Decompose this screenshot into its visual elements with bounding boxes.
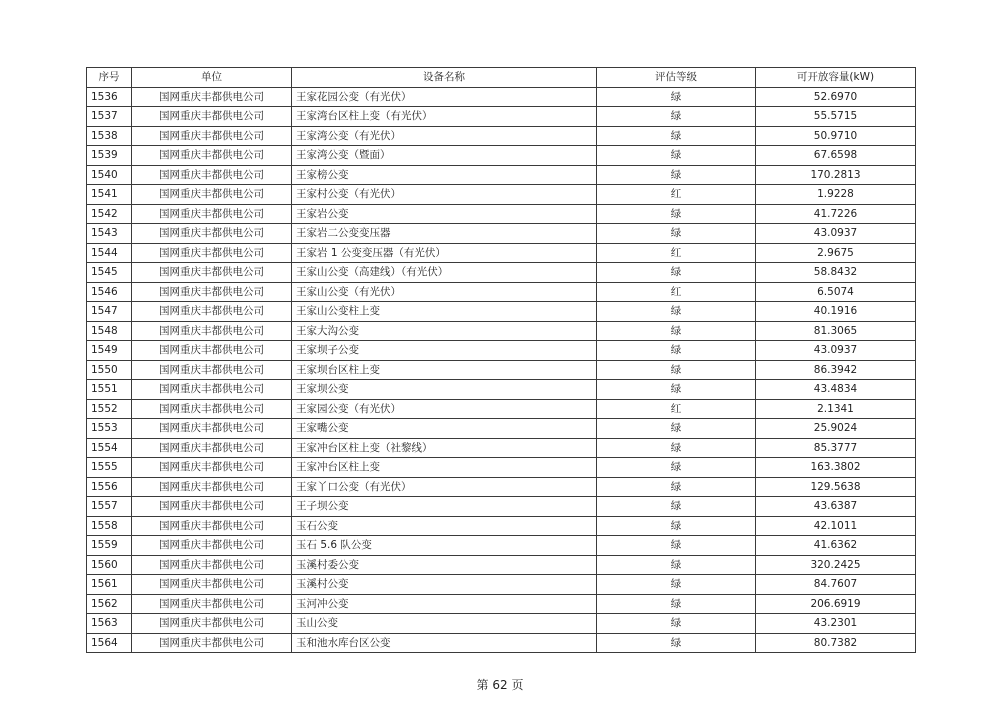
capacity-cell: 6.5074 [756, 282, 916, 302]
unit-cell: 国网重庆丰都供电公司 [132, 380, 292, 400]
table-row [87, 575, 916, 595]
grade-cell: 绿 [597, 126, 756, 146]
device-name-cell: 王家岩二公变变压器 [292, 224, 597, 244]
unit-cell: 国网重庆丰都供电公司 [132, 263, 292, 283]
grade-cell: 绿 [597, 107, 756, 127]
table-row [87, 341, 916, 361]
capacity-cell: 80.7382 [756, 633, 916, 653]
serial-no-cell: 1555 [87, 458, 132, 478]
unit-cell: 国网重庆丰都供电公司 [132, 107, 292, 127]
device-name-cell: 王家嘴公变 [292, 419, 597, 439]
capacity-cell: 67.6598 [756, 146, 916, 166]
capacity-cell: 2.9675 [756, 243, 916, 263]
capacity-cell: 41.6362 [756, 536, 916, 556]
capacity-cell: 50.9710 [756, 126, 916, 146]
serial-no-cell: 1562 [87, 594, 132, 614]
unit-cell: 国网重庆丰都供电公司 [132, 87, 292, 107]
page-number: 第 62 页 [476, 678, 524, 692]
capacity-table [86, 67, 916, 653]
unit-cell: 国网重庆丰都供电公司 [132, 633, 292, 653]
unit-cell: 国网重庆丰都供电公司 [132, 497, 292, 517]
grade-cell: 绿 [597, 536, 756, 556]
table-row [87, 419, 916, 439]
device-name-cell: 王家丫口公变（有光伏） [292, 477, 597, 497]
serial-no-cell: 1547 [87, 302, 132, 322]
device-name-cell: 王子坝公变 [292, 497, 597, 517]
serial-no-cell: 1548 [87, 321, 132, 341]
table-row [87, 263, 916, 283]
table-row [87, 87, 916, 107]
table-row [87, 555, 916, 575]
grade-cell: 绿 [597, 633, 756, 653]
unit-cell: 国网重庆丰都供电公司 [132, 302, 292, 322]
device-name-cell: 王家山公变（高建线）（有光伏） [292, 263, 597, 283]
capacity-cell: 320.2425 [756, 555, 916, 575]
table-row [87, 380, 916, 400]
serial-no-cell: 1558 [87, 516, 132, 536]
device-name-cell: 玉和池水库台区公变 [292, 633, 597, 653]
unit-cell: 国网重庆丰都供电公司 [132, 594, 292, 614]
table-row [87, 536, 916, 556]
serial-no-cell: 1544 [87, 243, 132, 263]
serial-no-cell: 1550 [87, 360, 132, 380]
grade-cell: 绿 [597, 341, 756, 361]
table-row [87, 224, 916, 244]
grade-cell: 绿 [597, 516, 756, 536]
grade-cell: 绿 [597, 555, 756, 575]
table-row [87, 302, 916, 322]
table-row [87, 107, 916, 127]
device-name-cell: 王家坝子公变 [292, 341, 597, 361]
capacity-cell: 55.5715 [756, 107, 916, 127]
device-name-cell: 王家花园公变（有光伏） [292, 87, 597, 107]
table-row [87, 399, 916, 419]
grade-cell: 绿 [597, 87, 756, 107]
device-name-cell: 王家坝台区柱上变 [292, 360, 597, 380]
device-name-cell: 王家冲台区柱上变 [292, 458, 597, 478]
unit-cell: 国网重庆丰都供电公司 [132, 360, 292, 380]
unit-cell: 国网重庆丰都供电公司 [132, 419, 292, 439]
unit-cell: 国网重庆丰都供电公司 [132, 282, 292, 302]
serial-no-cell: 1554 [87, 438, 132, 458]
serial-no-cell: 1545 [87, 263, 132, 283]
serial-no-cell: 1539 [87, 146, 132, 166]
device-name-cell: 王家榜公变 [292, 165, 597, 185]
capacity-cell: 129.5638 [756, 477, 916, 497]
grade-cell: 绿 [597, 458, 756, 478]
grade-cell: 绿 [597, 497, 756, 517]
table-header-row [87, 68, 916, 88]
device-name-cell: 王家冲台区柱上变（社黎线） [292, 438, 597, 458]
serial-no-cell: 1538 [87, 126, 132, 146]
grade-cell: 绿 [597, 224, 756, 244]
grade-cell: 绿 [597, 575, 756, 595]
capacity-cell: 43.6387 [756, 497, 916, 517]
capacity-cell: 81.3065 [756, 321, 916, 341]
device-name-cell: 玉溪村委公变 [292, 555, 597, 575]
table-row [87, 477, 916, 497]
device-name-cell: 王家村公变（有光伏） [292, 185, 597, 205]
capacity-cell: 40.1916 [756, 302, 916, 322]
device-name-cell: 王家山公变柱上变 [292, 302, 597, 322]
table-row [87, 321, 916, 341]
table-row [87, 614, 916, 634]
table-row [87, 438, 916, 458]
capacity-cell: 43.4834 [756, 380, 916, 400]
unit-cell: 国网重庆丰都供电公司 [132, 126, 292, 146]
unit-cell: 国网重庆丰都供电公司 [132, 399, 292, 419]
table-row [87, 282, 916, 302]
table-row [87, 633, 916, 653]
table-row [87, 243, 916, 263]
capacity-cell: 25.9024 [756, 419, 916, 439]
grade-cell: 绿 [597, 263, 756, 283]
grade-cell: 绿 [597, 614, 756, 634]
grade-cell: 绿 [597, 302, 756, 322]
serial-no-cell: 1542 [87, 204, 132, 224]
unit-cell: 国网重庆丰都供电公司 [132, 477, 292, 497]
device-name-cell: 王家坝公变 [292, 380, 597, 400]
unit-cell: 国网重庆丰都供电公司 [132, 516, 292, 536]
unit-cell: 国网重庆丰都供电公司 [132, 438, 292, 458]
unit-cell: 国网重庆丰都供电公司 [132, 185, 292, 205]
device-name-cell: 王家岩 1 公变变压器（有光伏） [292, 243, 597, 263]
serial-no-cell: 1556 [87, 477, 132, 497]
capacity-cell: 43.0937 [756, 341, 916, 361]
capacity-cell: 170.2813 [756, 165, 916, 185]
table-row [87, 204, 916, 224]
unit-cell: 国网重庆丰都供电公司 [132, 204, 292, 224]
header-grade: 评估等级 [597, 68, 756, 88]
capacity-cell: 43.2301 [756, 614, 916, 634]
device-name-cell: 王家园公变（有光伏） [292, 399, 597, 419]
serial-no-cell: 1541 [87, 185, 132, 205]
grade-cell: 绿 [597, 419, 756, 439]
header-capacity: 可开放容量(kW) [756, 68, 916, 88]
grade-cell: 绿 [597, 594, 756, 614]
capacity-cell: 43.0937 [756, 224, 916, 244]
unit-cell: 国网重庆丰都供电公司 [132, 321, 292, 341]
device-name-cell: 玉溪村公变 [292, 575, 597, 595]
header-device-name: 设备名称 [292, 68, 597, 88]
unit-cell: 国网重庆丰都供电公司 [132, 243, 292, 263]
grade-cell: 红 [597, 399, 756, 419]
unit-cell: 国网重庆丰都供电公司 [132, 555, 292, 575]
unit-cell: 国网重庆丰都供电公司 [132, 575, 292, 595]
serial-no-cell: 1549 [87, 341, 132, 361]
table-row [87, 360, 916, 380]
grade-cell: 绿 [597, 146, 756, 166]
serial-no-cell: 1540 [87, 165, 132, 185]
serial-no-cell: 1557 [87, 497, 132, 517]
device-name-cell: 王家湾公变（有光伏） [292, 126, 597, 146]
device-name-cell: 王家湾公变（暨面） [292, 146, 597, 166]
capacity-cell: 163.3802 [756, 458, 916, 478]
table-row [87, 497, 916, 517]
serial-no-cell: 1563 [87, 614, 132, 634]
table-row [87, 516, 916, 536]
serial-no-cell: 1561 [87, 575, 132, 595]
device-name-cell: 王家湾台区柱上变（有光伏） [292, 107, 597, 127]
unit-cell: 国网重庆丰都供电公司 [132, 536, 292, 556]
table-row [87, 126, 916, 146]
grade-cell: 绿 [597, 438, 756, 458]
capacity-cell: 86.3942 [756, 360, 916, 380]
capacity-cell: 58.8432 [756, 263, 916, 283]
serial-no-cell: 1564 [87, 633, 132, 653]
header-unit: 单位 [132, 68, 292, 88]
table-row [87, 165, 916, 185]
capacity-cell: 52.6970 [756, 87, 916, 107]
serial-no-cell: 1546 [87, 282, 132, 302]
unit-cell: 国网重庆丰都供电公司 [132, 458, 292, 478]
grade-cell: 绿 [597, 477, 756, 497]
capacity-cell: 42.1011 [756, 516, 916, 536]
grade-cell: 绿 [597, 204, 756, 224]
capacity-cell: 41.7226 [756, 204, 916, 224]
capacity-cell: 1.9228 [756, 185, 916, 205]
grade-cell: 红 [597, 243, 756, 263]
serial-no-cell: 1536 [87, 87, 132, 107]
table-row [87, 458, 916, 478]
table-row [87, 185, 916, 205]
device-name-cell: 玉山公变 [292, 614, 597, 634]
unit-cell: 国网重庆丰都供电公司 [132, 146, 292, 166]
serial-no-cell: 1552 [87, 399, 132, 419]
device-name-cell: 王家大沟公变 [292, 321, 597, 341]
unit-cell: 国网重庆丰都供电公司 [132, 614, 292, 634]
table-row [87, 146, 916, 166]
table-row [87, 594, 916, 614]
grade-cell: 绿 [597, 165, 756, 185]
serial-no-cell: 1537 [87, 107, 132, 127]
serial-no-cell: 1553 [87, 419, 132, 439]
capacity-cell: 84.7607 [756, 575, 916, 595]
device-name-cell: 玉石 5.6 队公变 [292, 536, 597, 556]
grade-cell: 绿 [597, 380, 756, 400]
unit-cell: 国网重庆丰都供电公司 [132, 341, 292, 361]
device-name-cell: 玉石公变 [292, 516, 597, 536]
serial-no-cell: 1559 [87, 536, 132, 556]
grade-cell: 绿 [597, 360, 756, 380]
device-name-cell: 玉河冲公变 [292, 594, 597, 614]
capacity-cell: 206.6919 [756, 594, 916, 614]
serial-no-cell: 1551 [87, 380, 132, 400]
grade-cell: 红 [597, 282, 756, 302]
capacity-cell: 2.1341 [756, 399, 916, 419]
header-serial-no: 序号 [87, 68, 132, 88]
serial-no-cell: 1543 [87, 224, 132, 244]
unit-cell: 国网重庆丰都供电公司 [132, 224, 292, 244]
capacity-cell: 85.3777 [756, 438, 916, 458]
serial-no-cell: 1560 [87, 555, 132, 575]
grade-cell: 红 [597, 185, 756, 205]
grade-cell: 绿 [597, 321, 756, 341]
device-name-cell: 王家岩公变 [292, 204, 597, 224]
unit-cell: 国网重庆丰都供电公司 [132, 165, 292, 185]
device-name-cell: 王家山公变（有光伏） [292, 282, 597, 302]
